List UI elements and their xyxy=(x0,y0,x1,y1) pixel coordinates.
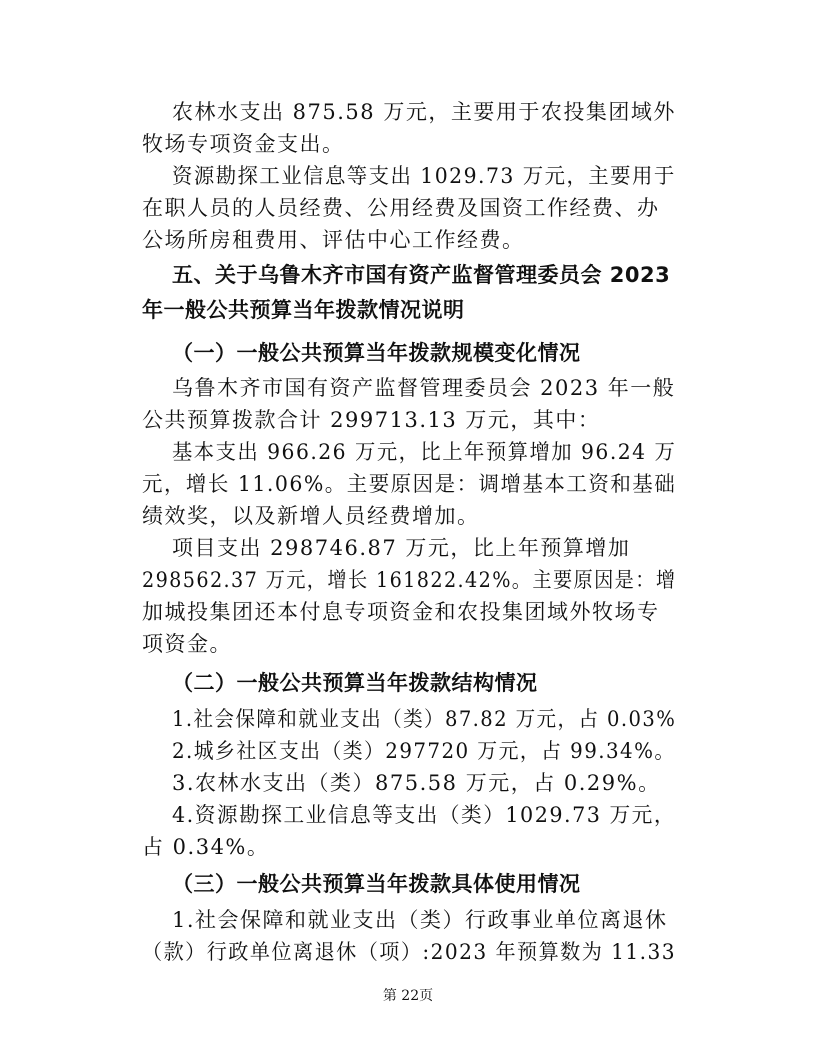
paragraph-line: 元，增长 11.06%。主要原因是：调增基本工资和基础 xyxy=(142,472,677,496)
paragraph-line: 乌鲁木齐市国有资产监督管理委员会 2023 年一般 xyxy=(172,376,676,400)
paragraph-line: 农林水支出 875.58 万元，主要用于农投集团域外 xyxy=(172,100,676,124)
list-item: 占 0.34%。 xyxy=(142,835,270,859)
list-item: 1.社会保障和就业支出（类）87.82 万元，占 0.03% xyxy=(172,707,677,731)
subsection-heading: （二）一般公共预算当年拨款结构情况 xyxy=(172,671,538,695)
paragraph-line: 绩效奖，以及新增人员经费增加。 xyxy=(142,504,480,528)
paragraph-line: （款）行政单位离退休（项）:2023 年预算数为 11.33 xyxy=(142,940,676,964)
paragraph-line: 298562.37 万元，增长 161822.42%。主要原因是：增 xyxy=(142,568,677,592)
paragraph-line: 牧场专项资金支出。 xyxy=(142,132,345,156)
page-number: 第 22页 xyxy=(382,988,434,1004)
paragraph-line: 基本支出 966.26 万元，比上年预算增加 96.24 万 xyxy=(172,440,677,464)
paragraph-line: 在职人员的人员经费、公用经费及国资工作经费、办 xyxy=(142,196,660,220)
subsection-heading: （三）一般公共预算当年拨款具体使用情况 xyxy=(172,872,581,896)
section-heading: 年一般公共预算当年拨款情况说明 xyxy=(142,298,465,322)
paragraph-line: 资源勘探工业信息等支出 1029.73 万元，主要用于 xyxy=(172,164,676,188)
paragraph-line: 公共预算拨款合计 299713.13 万元，其中： xyxy=(142,408,601,432)
paragraph-line: 项资金。 xyxy=(142,632,232,656)
list-item: 3.农林水支出（类）875.58 万元，占 0.29%。 xyxy=(172,771,661,795)
list-item: 4.资源勘探工业信息等支出（类）1029.73 万元， xyxy=(172,803,677,827)
subsection-heading: （一）一般公共预算当年拨款规模变化情况 xyxy=(172,341,581,365)
list-item: 2.城乡社区支出（类）297720 万元，占 99.34%。 xyxy=(172,739,676,763)
paragraph-line: 加城投集团还本付息专项资金和农投集团域外牧场专 xyxy=(142,600,660,624)
paragraph-line: 公场所房租费用、评估中心工作经费。 xyxy=(142,228,525,252)
paragraph-line: 1.社会保障和就业支出（类）行政事业单位离退休 xyxy=(172,908,668,932)
paragraph-line: 项目支出 298746.87 万元，比上年预算增加 xyxy=(172,536,631,560)
section-heading: 五、关于乌鲁木齐市国有资产监督管理委员会 2023 xyxy=(172,263,671,287)
